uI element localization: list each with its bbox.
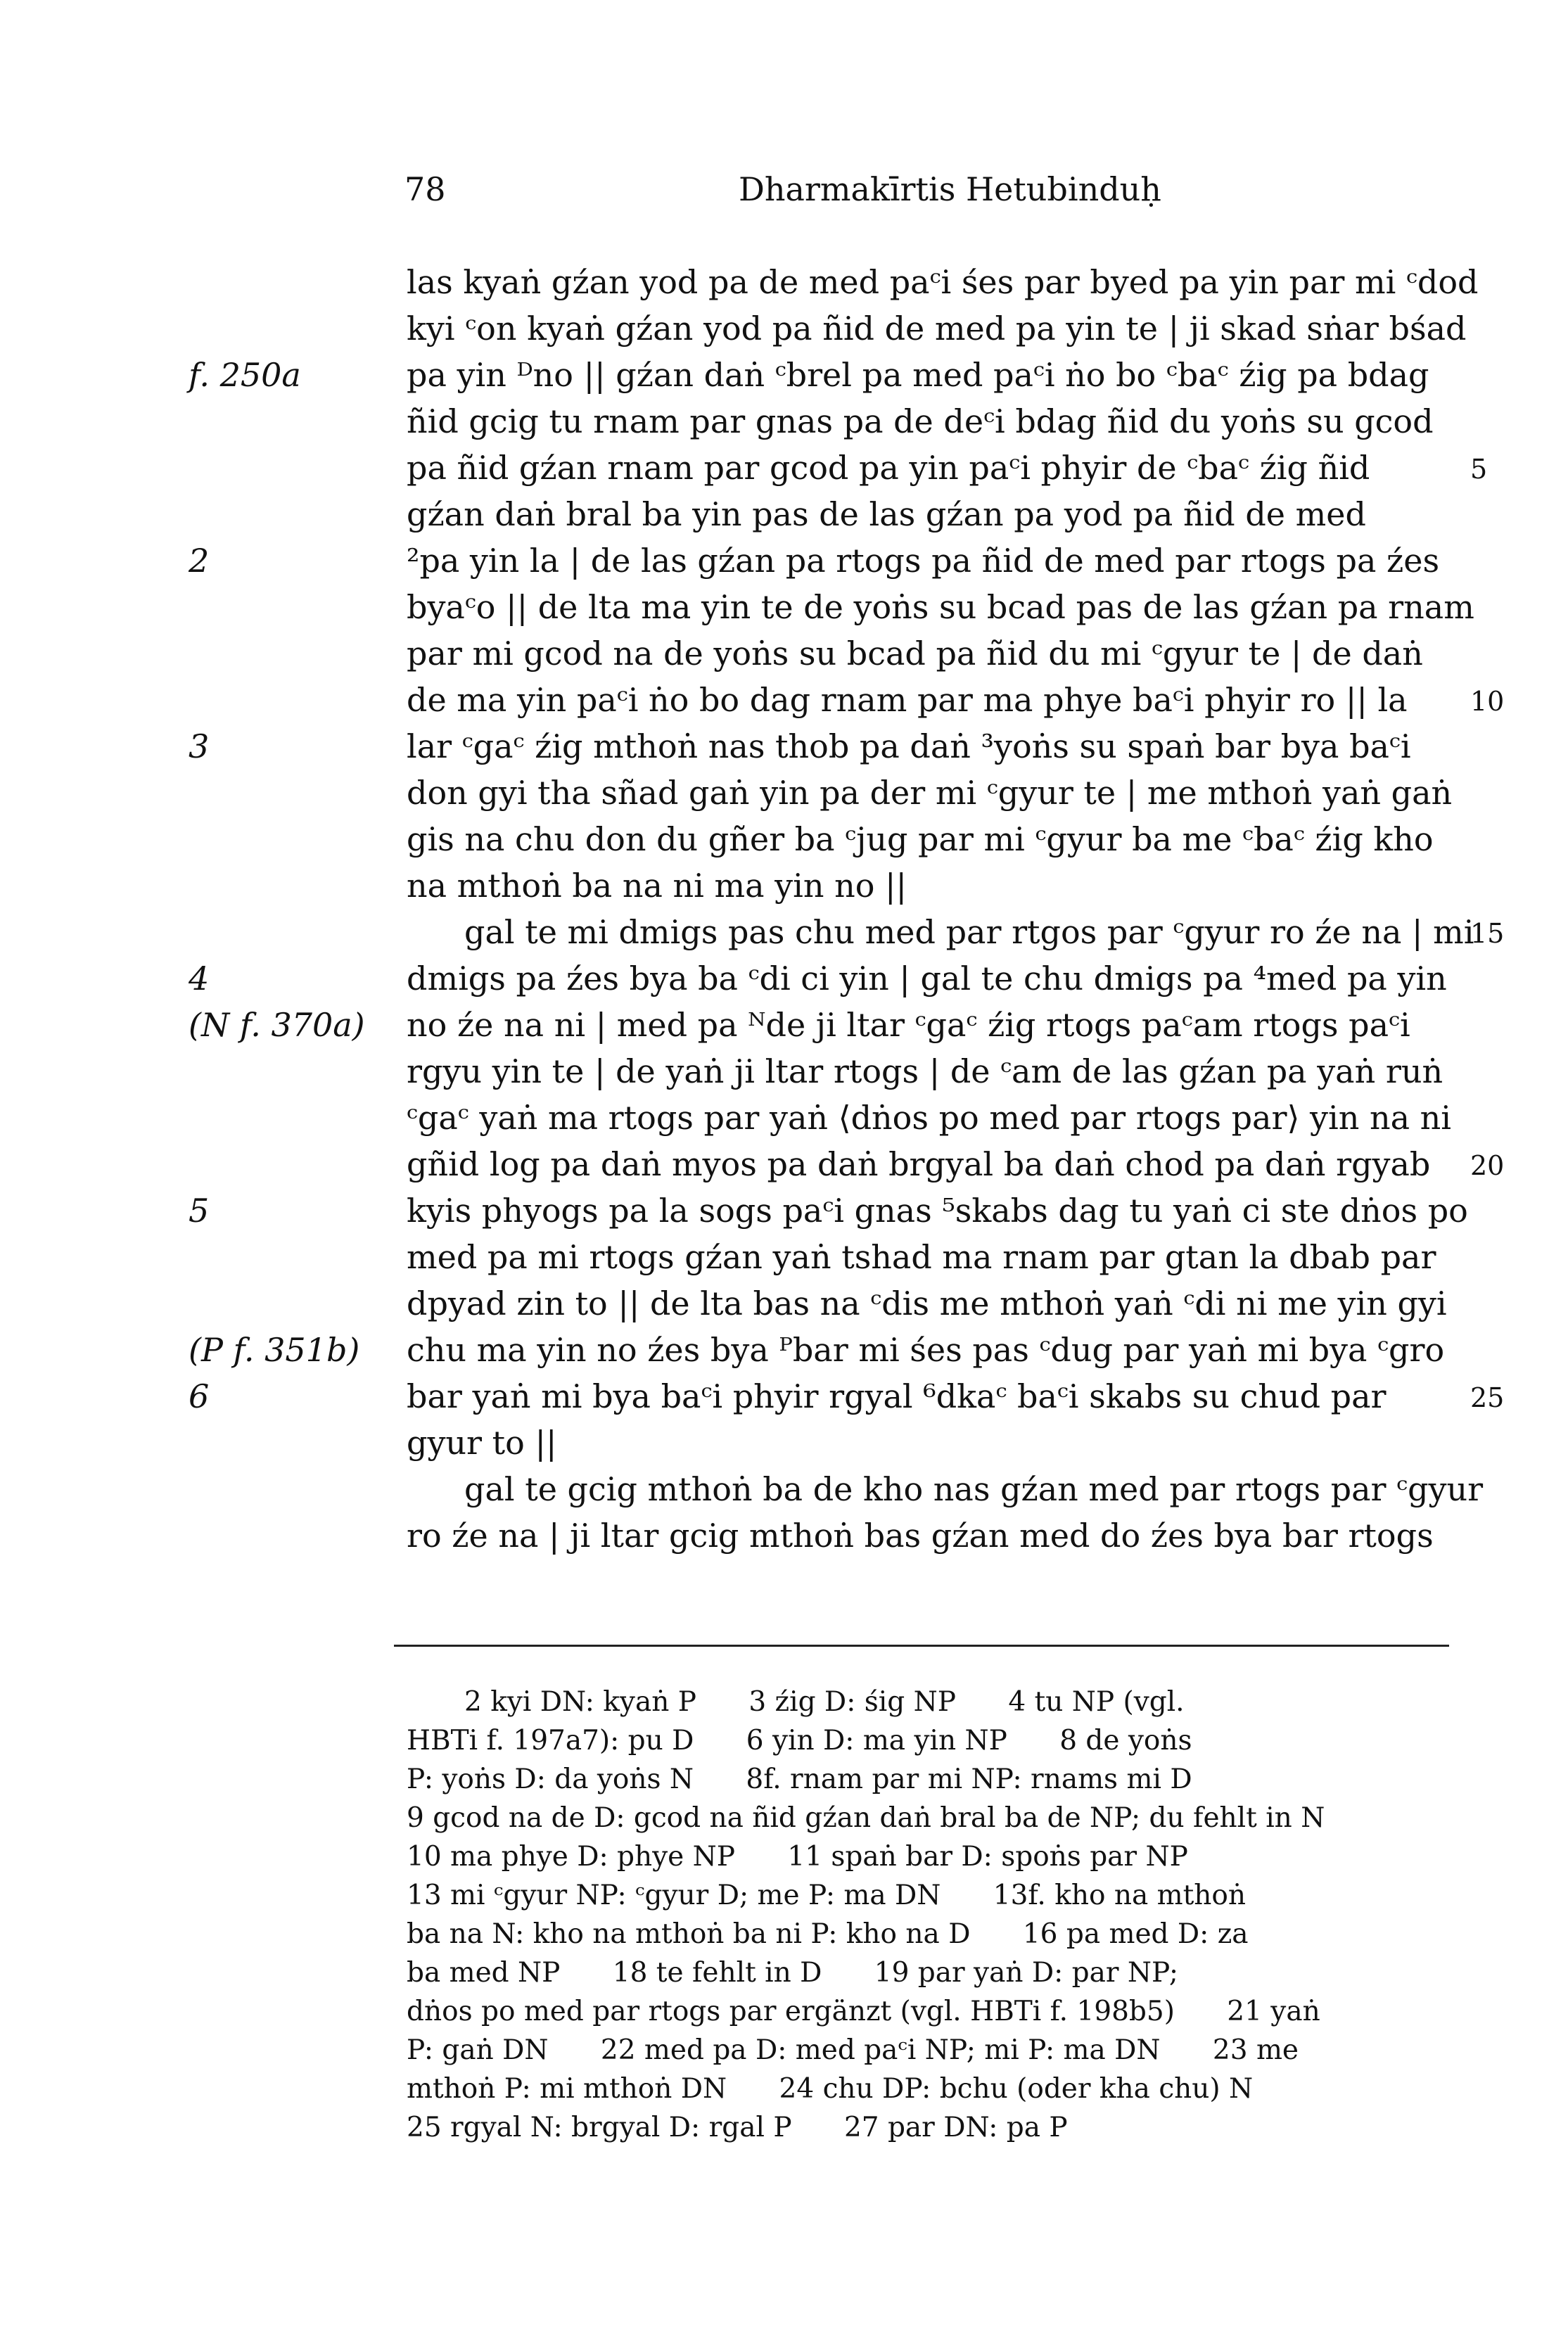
text-line: chu ma yin no źes bya ᴾbar mi śes pas ᶜdug par yaṅ mi bya ᶜgro: [407, 1331, 1445, 1369]
text-line: gal te mi dmigs pas chu med par rtgos par ᶜgyur ro źe na | mi: [464, 913, 1474, 951]
margin-folio-ref: 6: [189, 1377, 210, 1415]
text-line: gźan daṅ bral ba yin pas de las gźan pa yod pa ñid de med: [407, 495, 1366, 533]
text-line: ro źe na | ji ltar gcig mthoṅ bas gźan med do źes bya bar rtogs: [407, 1517, 1434, 1555]
text-line: med pa mi rtogs gźan yaṅ tshad ma rnam par gtan la dbab par: [407, 1238, 1436, 1276]
line-number: 10: [1470, 686, 1505, 717]
text-line: kyi ᶜon kyaṅ gźan yod pa ñid de med pa yin te | ji skad sṅar bśad: [407, 310, 1467, 348]
text-line: dpyad zin to || de lta bas na ᶜdis me mthoṅ yaṅ ᶜdi ni me yin gyi: [407, 1284, 1447, 1322]
text-line: las kyaṅ gźan yod pa de med paᶜi śes par byed pa yin par mi ᶜdod: [407, 263, 1479, 301]
text-line: ñid gcig tu rnam par gnas pa de deᶜi bdag ñid du yoṅs su gcod: [407, 402, 1434, 440]
footnote-line: ba na N: kho na mthoṅ ba ni P: kho na D 16 pa med D: za: [407, 1918, 1249, 1950]
text-line: gyur to ||: [407, 1424, 557, 1462]
margin-folio-ref: 4: [189, 960, 210, 997]
footnote-rule: [394, 1645, 1449, 1647]
footnote-line: P: gaṅ DN 22 med pa D: med paᶜi NP; mi P: ma DN 23 me: [407, 2034, 1299, 2066]
text-line: lar ᶜgaᶜ źig mthoṅ nas thob pa daṅ ³yoṅs su spaṅ bar bya baᶜi: [407, 727, 1411, 765]
margin-folio-ref: f. 250a: [189, 356, 301, 394]
line-number: 20: [1470, 1150, 1505, 1181]
text-line: kyis phyogs pa la sogs paᶜi gnas ⁵skabs dag tu yaṅ ci ste dṅos po: [407, 1192, 1468, 1230]
footnote-line: 2 kyi DN: kyaṅ P 3 źig D: śig NP 4 tu NP (vgl.: [464, 1686, 1185, 1718]
footnote-line: 13 mi ᶜgyur NP: ᶜgyur D; me P: ma DN 13f. kho na mthoṅ: [407, 1880, 1246, 1911]
text-line: gal te gcig mthoṅ ba de kho nas gźan med par rtogs par ᶜgyur: [464, 1470, 1484, 1508]
line-number: 15: [1470, 918, 1505, 949]
footnote-line: mthoṅ P: mi mthoṅ DN 24 chu DP: bchu (oder kha chu) N: [407, 2073, 1254, 2105]
running-title: Dharmakīrtis Hetubinduḥ: [739, 170, 1161, 208]
text-line: de ma yin paᶜi ṅo bo dag rnam par ma phye baᶜi phyir ro || la: [407, 681, 1408, 719]
line-number: 5: [1470, 454, 1488, 485]
margin-folio-ref: 2: [189, 542, 210, 580]
line-number: 25: [1470, 1382, 1505, 1413]
text-line: bar yaṅ mi bya baᶜi phyir rgyal ⁶dkaᶜ baᶜi skabs su chud par: [407, 1377, 1387, 1415]
margin-folio-ref: (P f. 351b): [189, 1331, 360, 1369]
text-line: dmigs pa źes bya ba ᶜdi ci yin | gal te chu dmigs pa ⁴med pa yin: [407, 960, 1447, 997]
text-line: pa yin ᴰno || gźan daṅ ᶜbrel pa med paᶜi ṅo bo ᶜbaᶜ źig pa bdag: [407, 356, 1429, 394]
margin-folio-ref: (N f. 370a): [189, 1006, 365, 1044]
text-line: pa ñid gźan rnam par gcod pa yin paᶜi phyir de ᶜbaᶜ źig ñid: [407, 449, 1370, 487]
footnote-line: dṅos po med par rtogs par ergänzt (vgl. HBTi f. 198b5) 21 yaṅ: [407, 1996, 1320, 2027]
text-line: rgyu yin te | de yaṅ ji ltar rtogs | de ᶜam de las gźan pa yaṅ ruṅ: [407, 1052, 1443, 1090]
page-number: 78: [404, 170, 446, 208]
text-line: gñid log pa daṅ myos pa daṅ brgyal ba daṅ chod pa daṅ rgyab: [407, 1145, 1431, 1183]
text-line: don gyi tha sñad gaṅ yin pa der mi ᶜgyur te | me mthoṅ yaṅ gaṅ: [407, 774, 1453, 812]
text-line: par mi gcod na de yoṅs su bcad pa ñid du mi ᶜgyur te | de daṅ: [407, 635, 1423, 672]
text-line: na mthoṅ ba na ni ma yin no ||: [407, 867, 907, 905]
margin-folio-ref: 3: [189, 727, 210, 765]
footnote-line: HBTi f. 197a7): pu D 6 yin D: ma yin NP 8 de yoṅs: [407, 1725, 1192, 1757]
text-line: no źe na ni | med pa ᴺde ji ltar ᶜgaᶜ źig rtogs paᶜam rtogs paᶜi: [407, 1006, 1410, 1044]
text-line: byaᶜo || de lta ma yin te de yoṅs su bcad pas de las gźan pa rnam: [407, 588, 1474, 626]
footnote-line: ba med NP 18 te fehlt in D 19 par yaṅ D: par NP;: [407, 1957, 1179, 1989]
footnote-line: 9 gcod na de D: gcod na ñid gźan daṅ bral ba de NP; du fehlt in N: [407, 1802, 1325, 1834]
text-line: ᶜgaᶜ yaṅ ma rtogs par yaṅ ⟨dṅos po med par rtogs par⟩ yin na ni: [407, 1099, 1451, 1137]
margin-folio-ref: 5: [189, 1192, 210, 1230]
text-line: gis na chu don du gñer ba ᶜjug par mi ᶜgyur ba me ᶜbaᶜ źig kho: [407, 820, 1434, 858]
text-line: ²pa yin la | de las gźan pa rtogs pa ñid de med par rtogs pa źes: [407, 542, 1440, 580]
footnote-line: 25 rgyal N: brgyal D: rgal P 27 par DN: pa P: [407, 2112, 1068, 2143]
footnote-line: 10 ma phye D: phye NP 11 spaṅ bar D: spoṅs par NP: [407, 1841, 1188, 1873]
footnote-line: P: yoṅs D: da yoṅs N 8f. rnam par mi NP: rnams mi D: [407, 1764, 1192, 1795]
